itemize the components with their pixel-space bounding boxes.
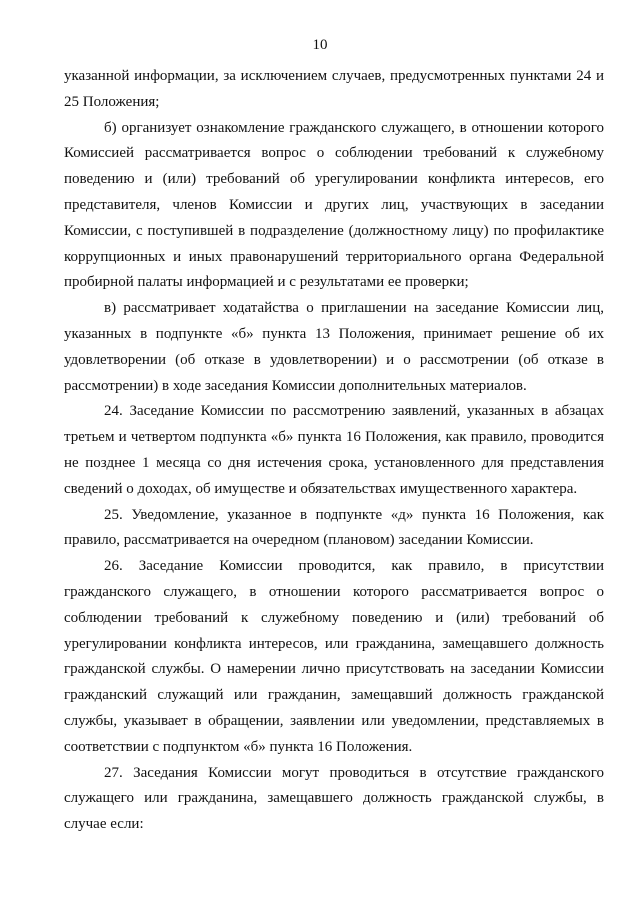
- paragraph-item-b: б) организует ознакомление гражданского служащего, в отношении которого Комиссией рассматривается вопрос о соблюдении требований к служебному поведению и (или) требований об урегулировании конфликта интересов, его представителя, членов Комиссии и других лиц, участвующих в заседании Комиссии, с поступившей в подразделение (должностному лицу) по профилактике коррупционных и иных правонарушений территориального органа Федеральной пробирной палаты информацией и с результатами ее проверки;: [64, 119, 604, 291]
- paragraph-25: 25. Уведомление, указанное в подпункте «д» пункта 16 Положения, как правило, рассматривается на очередном (плановом) заседании Комиссии.: [64, 506, 604, 549]
- paragraph-item-v: в) рассматривает ходатайства о приглашении на заседание Комиссии лиц, указанных в подпункте «б» пункта 13 Положения, принимает решение об их удовлетворении (об отказе в удовлетворении) и о рассмотрении (об отказе в рассмотрении) в ходе заседания Комиссии дополнительных материалов.: [64, 300, 604, 394]
- paragraph-26: 26. Заседание Комиссии проводится, как правило, в присутствии гражданского служащего, в отношении которого рассматривается вопрос о соблюдении требований к служебному поведению и (или) требований об урегулировании конфликта интересов, или гражданина, замещавшего должность гражданской службы. О намерении лично присутствовать на заседании Комиссии гражданский служащий или гражданин, замещавший должность гражданской службы, указывает в обращении, заявлении или уведомлении, представляемых в соответствии с подпунктом «б» пункта 16 Положения.: [64, 558, 604, 755]
- paragraph-24: 24. Заседание Комиссии по рассмотрению заявлений, указанных в абзацах третьем и четвертом подпункта «б» пункта 16 Положения, как правило, проводится не позднее 1 месяца со дня истечения срока, установленного для представления сведений о доходах, об имуществе и обязательствах имущественного характера.: [64, 403, 604, 497]
- paragraph-continuation: указанной информации, за исключением случаев, предусмотренных пунктами 24 и 25 Положения;: [64, 68, 604, 110]
- document-body: [64, 64, 604, 838]
- page-number: 10: [312, 37, 328, 53]
- paragraph-27: 27. Заседания Комиссии могут проводиться в отсутствие гражданского служащего или гражданина, замещавшего должность гражданской службы, в случае если:: [64, 764, 604, 833]
